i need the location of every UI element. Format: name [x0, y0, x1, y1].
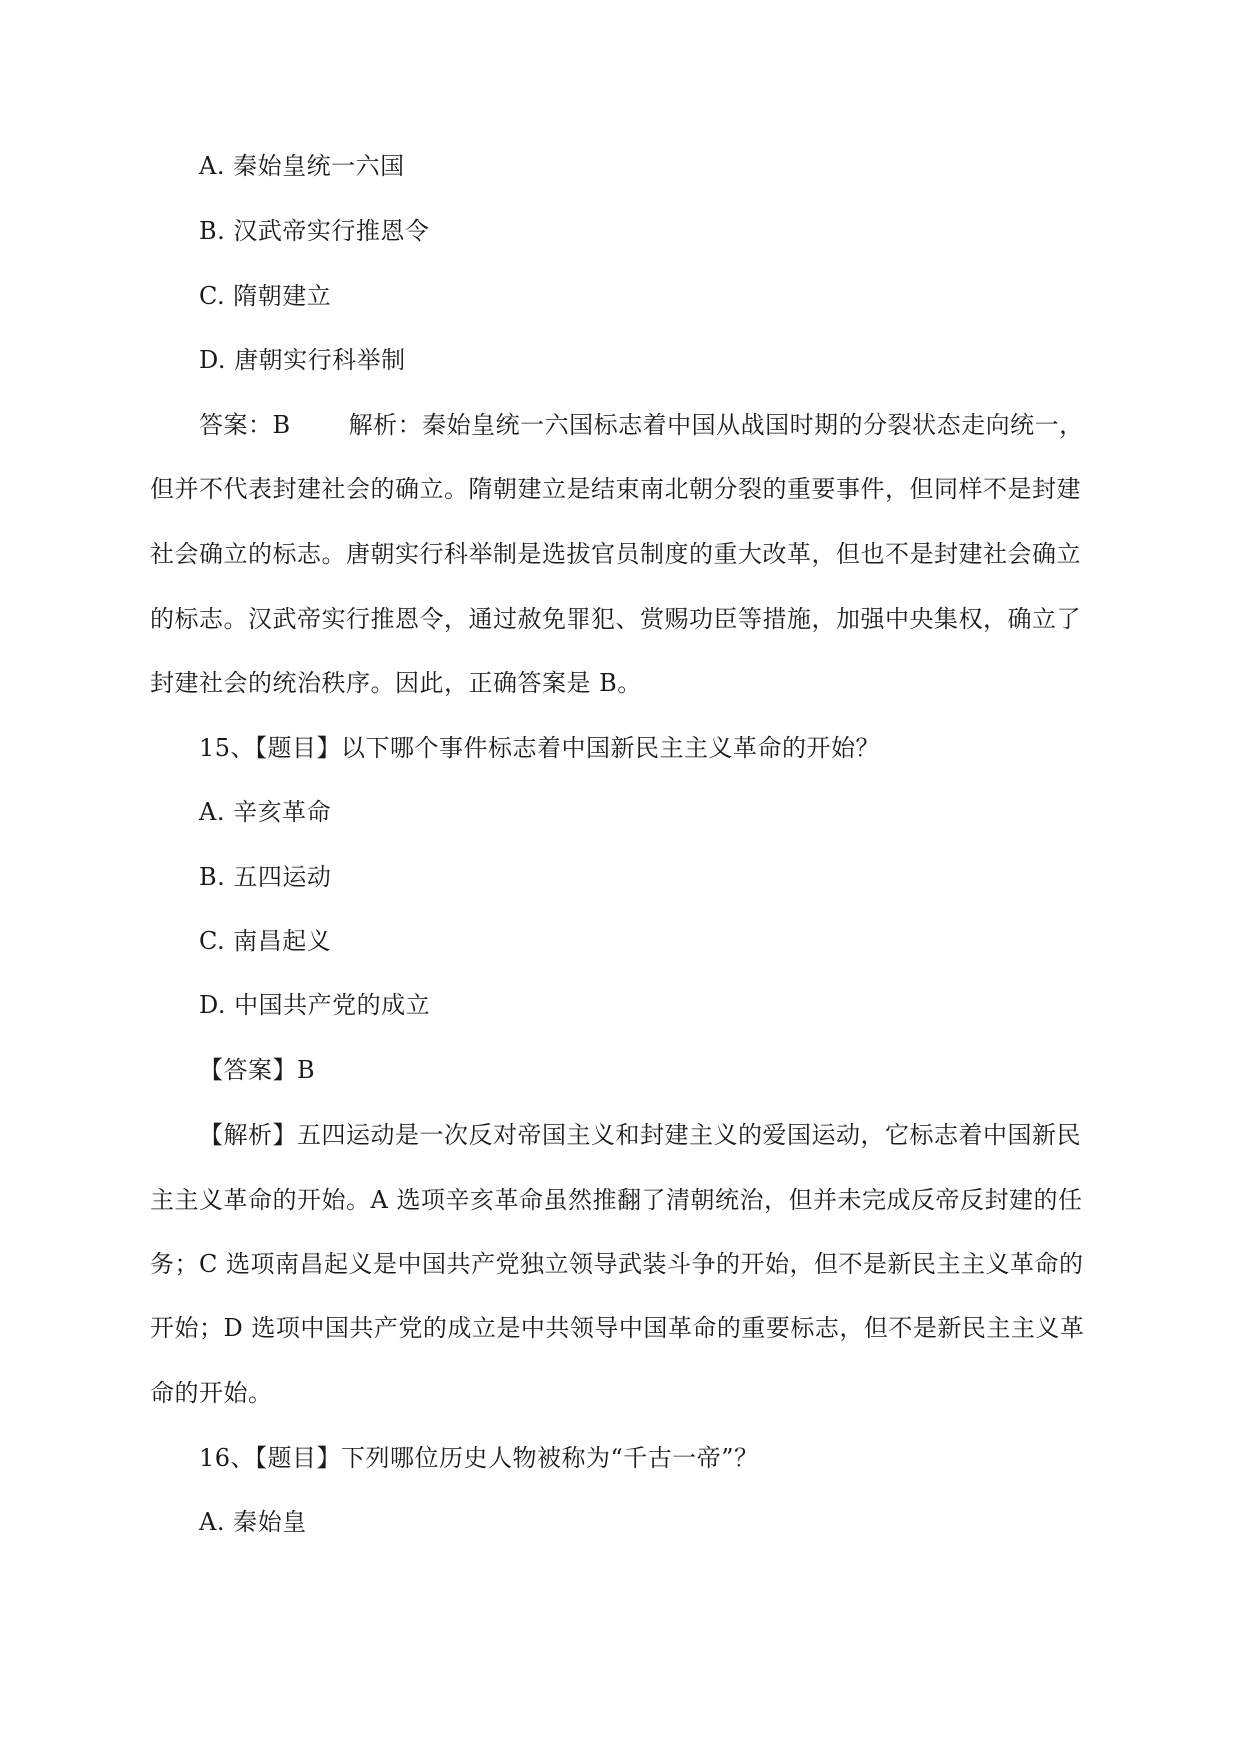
q15-analysis-line-5: 命的开始。 [150, 1379, 273, 1407]
q15-analysis-line-4: 开始；D 选项中国共产党的成立是中共领导中国革命的重要标志，但不是新民主主义革 [150, 1314, 1085, 1342]
q15-analysis-line-2: 主主义革命的开始。A 选项辛亥革命虽然推翻了清朝统治，但并未完成反帝反封建的任 [150, 1186, 1083, 1214]
q16-option-a: A. 秦始皇 [199, 1508, 307, 1536]
q14-option-c: C. 隋朝建立 [199, 282, 332, 310]
q15-answer: 【答案】B [199, 1056, 316, 1084]
q15-question: 15、【题目】以下哪个事件标志着中国新民主主义革命的开始？ [199, 734, 881, 762]
q15-option-a: A. 辛亥革命 [199, 798, 332, 826]
q14-analysis-first: 解析：秦始皇统一六国标志着中国从战国时期的分裂状态走向统一， [348, 411, 1084, 439]
q15-option-c: C. 南昌起义 [199, 927, 332, 955]
q14-analysis-line-2: 但并不代表封建社会的确立。隋朝建立是结束南北朝分裂的重要事件，但同样不是封建 [150, 475, 1081, 503]
q14-option-d: D. 唐朝实行科举制 [199, 346, 406, 374]
q15-option-d: D. 中国共产党的成立 [199, 991, 431, 1019]
q14-option-a: A. 秦始皇统一六国 [199, 152, 405, 180]
q14-answer-analysis-line-1 [199, 410, 1084, 440]
q14-option-b: B. 汉武帝实行推恩令 [199, 217, 430, 245]
q15-analysis-line-1: 【解析】五四运动是一次反对帝国主义和封建主义的爱国运动，它标志着中国新民 [199, 1121, 1081, 1149]
q14-analysis-line-4: 的标志。汉武帝实行推恩令，通过赦免罪犯、赏赐功臣等措施，加强中央集权，确立了 [150, 605, 1081, 633]
q15-analysis-line-3: 务；C 选项南昌起义是中国共产党独立领导武装斗争的开始，但不是新民主主义革命的 [150, 1250, 1084, 1278]
q16-question: 16、【题目】下列哪位历史人物被称为“千古一帝”？ [199, 1444, 759, 1472]
q14-analysis-line-3: 社会确立的标志。唐朝实行科举制是选拔官员制度的重大改革，但也不是封建社会确立 [150, 540, 1081, 568]
q14-answer: 答案：B [199, 411, 291, 439]
q15-option-b: B. 五四运动 [199, 863, 332, 891]
q14-analysis-line-5: 封建社会的统治秩序。因此，正确答案是 B。 [150, 669, 642, 697]
